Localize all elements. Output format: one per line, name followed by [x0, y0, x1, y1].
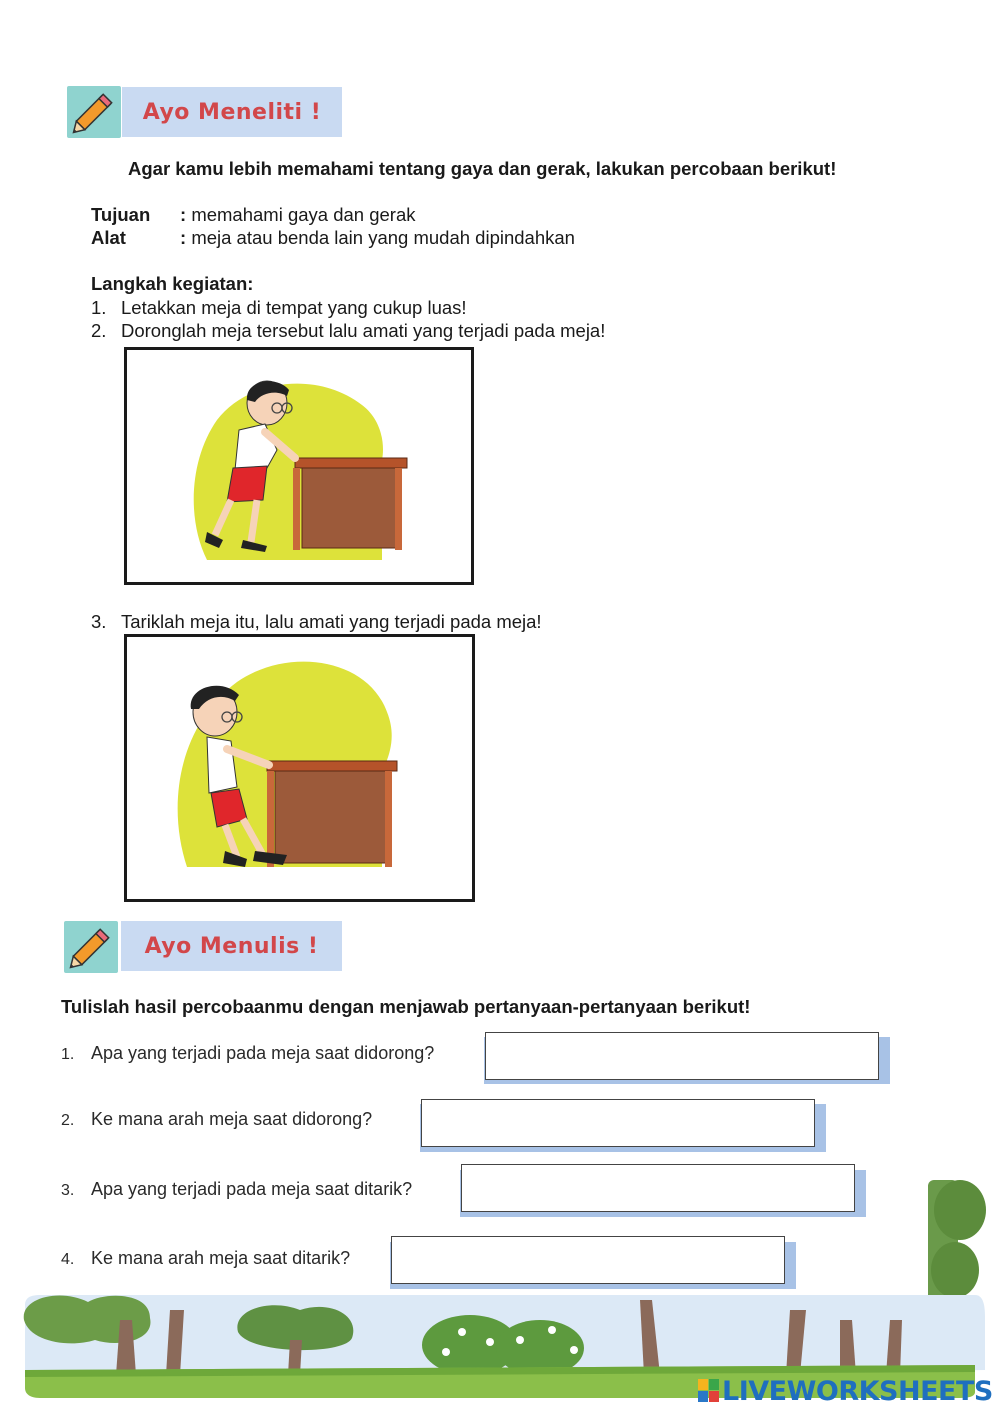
intro-text: Agar kamu lebih memahami tentang gaya dan gerak, lakukan percobaan berikut! [128, 158, 837, 179]
question-text: Apa yang terjadi pada meja saat didorong? [91, 1043, 435, 1063]
question-number: 3. [61, 1182, 75, 1199]
answer-input-2[interactable] [421, 1099, 815, 1147]
liveworksheets-logo-icon [698, 1379, 720, 1403]
question-number: 2. [61, 1112, 75, 1129]
step-text: Tariklah meja itu, lalu amati yang terjadi pada meja! [121, 611, 542, 632]
question-number: 4. [61, 1251, 75, 1268]
step-text: Letakkan meja di tempat yang cukup luas! [121, 297, 467, 318]
tujuan-colon: : [180, 204, 187, 225]
step-3 [91, 611, 542, 633]
liveworksheets-brand[interactable]: LIVEWORKSHEETS [722, 1376, 993, 1407]
pull-illustration [124, 634, 475, 902]
desk [302, 468, 398, 548]
push-illustration [124, 347, 474, 585]
section1-title: Ayo Meneliti ! [122, 87, 342, 137]
tujuan-row [91, 204, 416, 226]
pull-scene-drawing [127, 637, 472, 899]
tujuan-value: memahami gaya dan gerak [191, 204, 416, 225]
step-number: 2. [91, 320, 107, 341]
question-2 [61, 1109, 372, 1130]
alat-value: meja atau benda lain yang mudah dipindahkan [191, 227, 575, 248]
step-1 [91, 297, 467, 319]
question-number: 1. [61, 1046, 75, 1063]
section2-pencil-icon-tile [64, 921, 118, 973]
steps-heading: Langkah kegiatan: [91, 273, 254, 294]
step-2 [91, 320, 605, 342]
step-number: 1. [91, 297, 107, 318]
pencil-icon [64, 921, 118, 973]
section2-title: Ayo Menulis ! [121, 921, 342, 971]
push-scene-drawing [127, 350, 471, 582]
desk [275, 771, 387, 863]
alat-label: Alat [91, 227, 126, 248]
alat-row [91, 227, 575, 249]
step-number: 3. [91, 611, 107, 632]
question-text: Ke mana arah meja saat ditarik? [91, 1248, 351, 1268]
question-1 [61, 1043, 434, 1064]
answer-input-1[interactable] [485, 1032, 879, 1080]
instruction-text: Tulislah hasil percobaanmu dengan menjawab pertanyaan-pertanyaan berikut! [61, 996, 751, 1017]
tujuan-label: Tujuan [91, 204, 151, 225]
alat-colon: : [180, 227, 187, 248]
pencil-icon [67, 86, 121, 138]
step-text: Doronglah meja tersebut lalu amati yang terjadi pada meja! [121, 320, 606, 341]
question-text: Apa yang terjadi pada meja saat ditarik? [91, 1179, 413, 1199]
section1-pencil-icon-tile [67, 86, 121, 138]
question-text: Ke mana arah meja saat didorong? [91, 1109, 373, 1129]
